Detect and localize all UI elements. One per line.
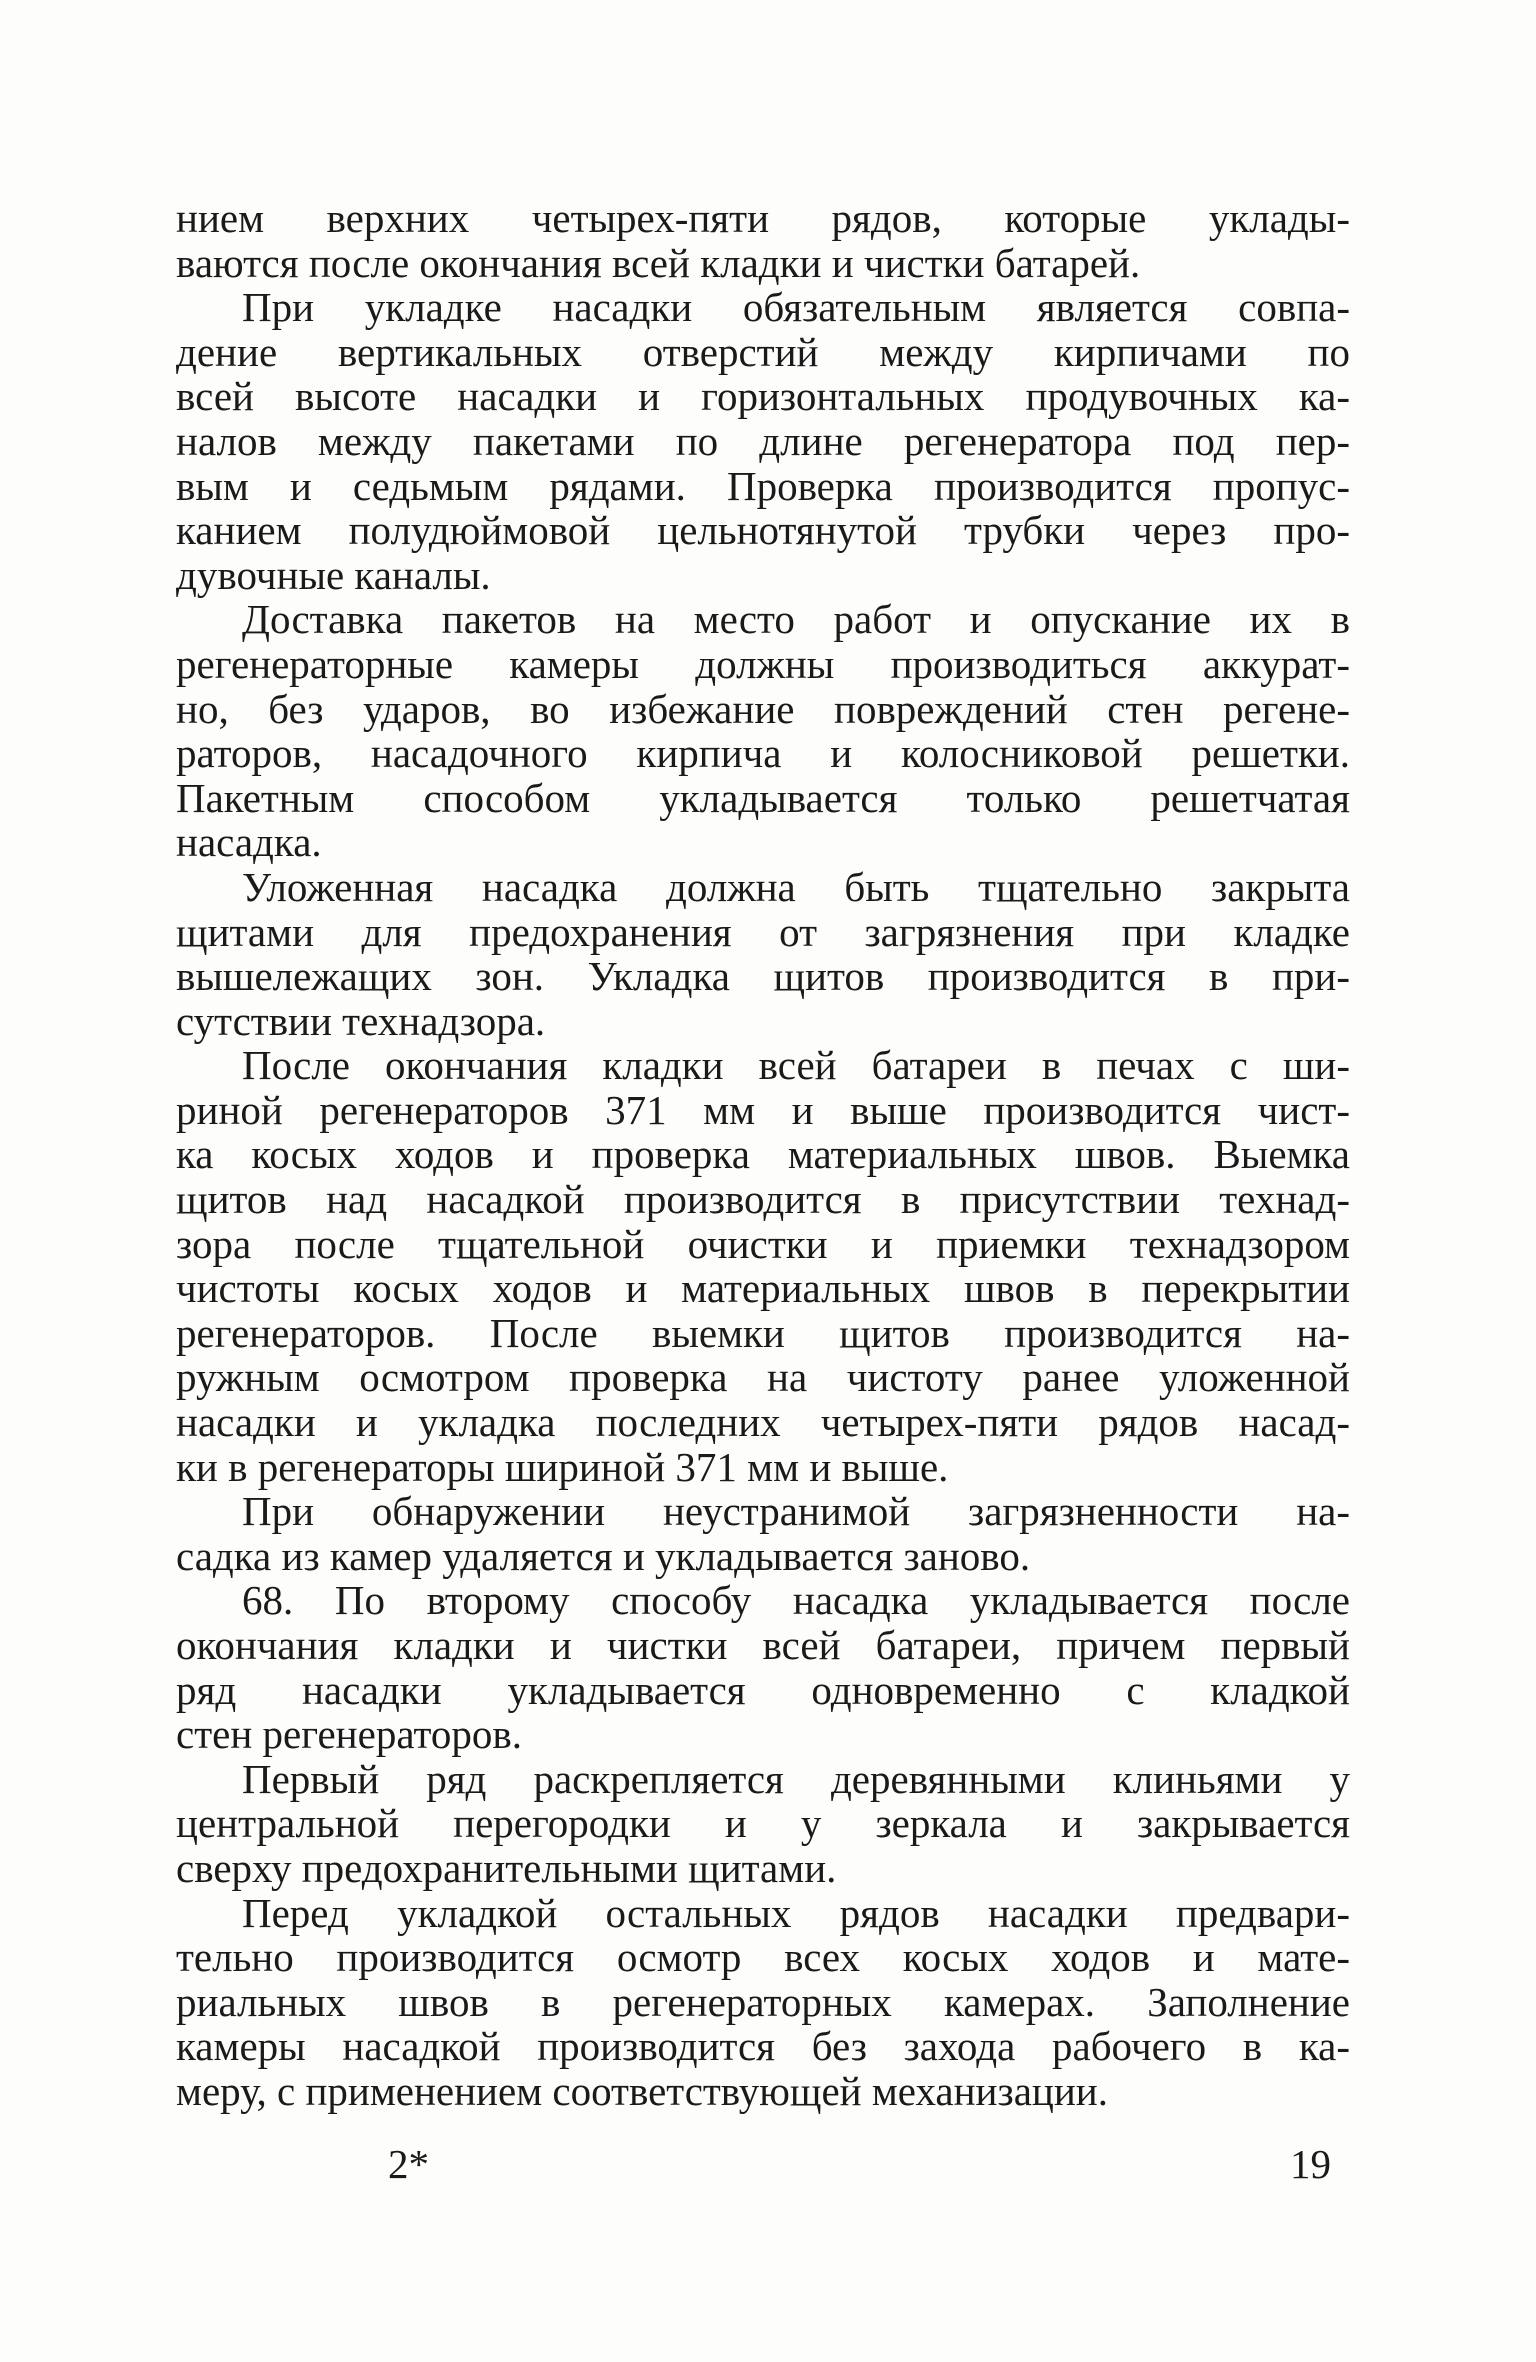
body-text	[176, 196, 1350, 2114]
text-line: После окончания кладки всей батареи в печах с ши-	[242, 1042, 1350, 1089]
paragraph	[176, 285, 1350, 597]
text-line: дение вертикальных отверстий между кирпичами по	[176, 328, 1350, 375]
text-line: ружным осмотром проверка на чистоту ранее уложенной	[176, 1354, 1350, 1401]
text-line: Перед укладкой остальных рядов насадки предвари-	[242, 1889, 1350, 1936]
paragraph	[176, 1891, 1350, 2114]
text-line: регенераторов. После выемки щитов производится на-	[176, 1309, 1350, 1356]
paragraph	[176, 1489, 1350, 1578]
text-line: щитами для предохранения от загрязнения при кладке	[176, 908, 1350, 955]
text-line: ка косых ходов и проверка материальных швов. Выемка	[176, 1131, 1350, 1178]
paragraph	[176, 1578, 1350, 1756]
text-line: раторов, насадочного кирпича и колосниковой решетки.	[176, 730, 1350, 777]
paragraph	[176, 196, 1350, 285]
text-line: щитов над насадкой производится в присутствии технад-	[176, 1176, 1350, 1223]
text-line: окончания кладки и чистки всей батареи, причем первый	[176, 1622, 1350, 1668]
text-line: всей высоте насадки и горизонтальных продувочных ка-	[176, 373, 1350, 420]
text-line: камеры насадкой производится без захода рабочего в ка-	[176, 2023, 1350, 2070]
text-line: насадка.	[176, 819, 322, 866]
text-line: налов между пакетами по длине регенератора под пер-	[176, 417, 1350, 464]
text-line: ряд насадки укладывается одновременно с кладкой	[176, 1666, 1350, 1713]
text-line: чистоты косых ходов и материальных швов в перекрытии	[176, 1265, 1350, 1312]
page-footer	[0, 2140, 1536, 2200]
text-line: При укладке насадки обязательным является совпа-	[242, 284, 1350, 331]
text-line: Доставка пакетов на место работ и опускание их в	[242, 596, 1350, 643]
page-number: 19	[1290, 2141, 1331, 2187]
text-line: Пакетным способом укладывается только решетчатая	[176, 774, 1350, 821]
text-line: Уложенная насадка должна быть тщательно закрыта	[242, 863, 1350, 910]
text-line: нием верхних четырех-пяти рядов, которые уклады-	[176, 195, 1350, 241]
text-line: центральной перегородки и у зеркала и закрывается	[176, 1800, 1350, 1847]
text-line: тельно производится осмотр всех косых ходов и мате-	[176, 1934, 1350, 1981]
text-line: стен регенераторов.	[176, 1711, 522, 1758]
text-line: риальных швов в регенераторных камерах. Заполнение	[176, 1978, 1350, 2025]
paragraph	[176, 1043, 1350, 1489]
text-line: 68. По второму способу насадка укладывается после	[242, 1577, 1350, 1624]
text-line: регенераторные камеры должны производиться аккурат-	[176, 640, 1350, 687]
text-line: ки в регенераторы шириной 371 мм и выше.	[176, 1443, 949, 1490]
text-line: но, без ударов, во избежание повреждений стен регене-	[176, 685, 1350, 732]
text-line: сутствии технадзора.	[176, 997, 546, 1044]
text-line: сверху предохранительными щитами.	[176, 1844, 837, 1891]
text-line: вым и седьмым рядами. Проверка производится пропус-	[176, 462, 1350, 509]
text-line: насадки и укладка последних четырех-пяти рядов насад-	[176, 1399, 1350, 1446]
text-line: вышележащих зон. Укладка щитов производится в при-	[176, 953, 1350, 1000]
paragraph	[176, 1757, 1350, 1891]
text-line: ваются после окончания всей кладки и чистки батарей.	[176, 239, 1141, 286]
text-line: канием полудюймовой цельнотянутой трубки через про-	[176, 507, 1350, 554]
signature-mark: 2*	[388, 2141, 429, 2187]
paragraph	[176, 865, 1350, 1043]
text-line: дувочные каналы.	[176, 551, 491, 598]
text-line: Первый ряд раскрепляется деревянными клиньями у	[242, 1755, 1350, 1802]
text-line: зора после тщательной очистки и приемки технадзором	[176, 1220, 1350, 1267]
paragraph	[176, 597, 1350, 865]
text-line: При обнаружении неустранимой загрязненности на-	[242, 1488, 1350, 1535]
text-line: садка из камер удаляется и укладывается заново.	[176, 1532, 1031, 1579]
text-line: меру, с применением соответствующей механизации.	[176, 2067, 1108, 2114]
text-line: риной регенераторов 371 мм и выше производится чист-	[176, 1086, 1350, 1133]
